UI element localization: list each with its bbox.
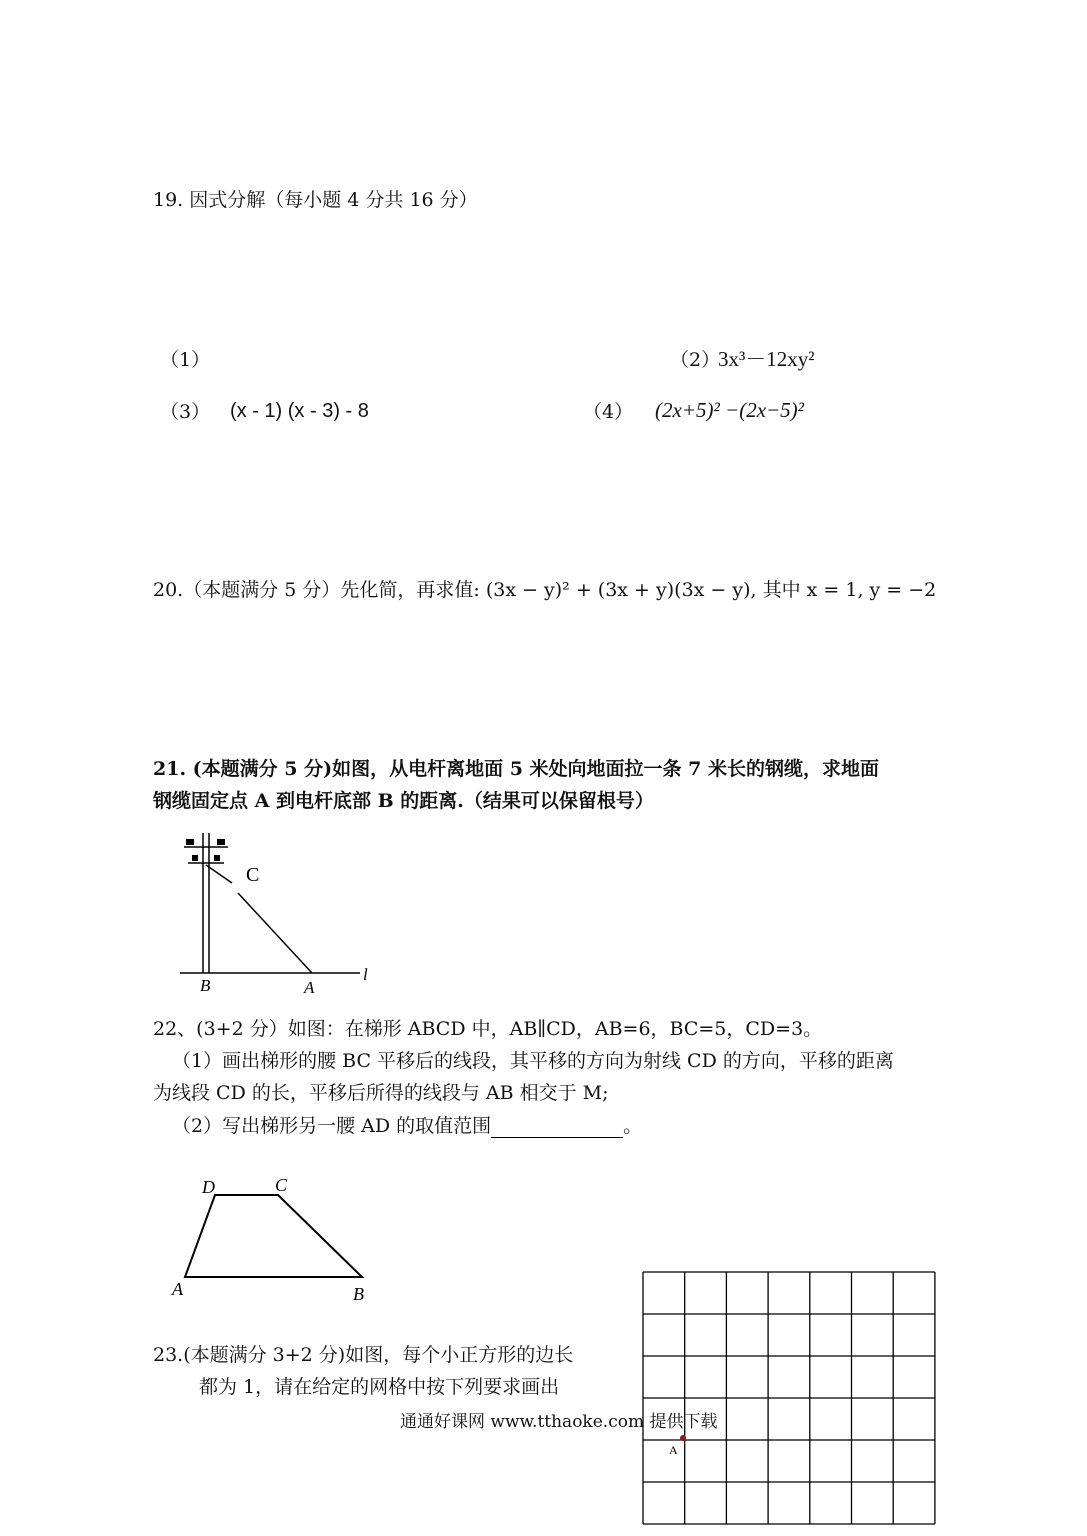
q23-line1: 23.(本题满分 3+2 分)如图，每个小正方形的边长 — [153, 1344, 574, 1366]
q21-line2: 钢缆固定点 A 到电杆底部 B 的距离.（结果可以保留根号） — [153, 790, 654, 812]
q22-trapezoid-figure — [165, 1170, 380, 1305]
q19-part4-expr: (2x+5)² −(2x−5)² — [655, 398, 804, 422]
label-a: A — [172, 1279, 183, 1299]
label-c: C — [275, 1175, 288, 1195]
label-d: D — [202, 1177, 215, 1197]
insulator — [192, 855, 198, 861]
label-a: A — [304, 978, 315, 997]
answer-blank[interactable] — [491, 1117, 623, 1138]
q21-line1: 21. (本题满分 5 分)如图，从电杆离地面 5 米处向地面拉一条 7 米长的钢缆，求地面 — [153, 758, 880, 780]
q22-part1-line1: （1）画出梯形的腰 BC 平移后的线段，其平移的方向为射线 CD 的方向，平移的距离 — [172, 1050, 894, 1072]
trapezoid-abcd — [185, 1195, 362, 1277]
q22-part2-text: （2）写出梯形另一腰 AD 的取值范围 — [172, 1115, 492, 1137]
insulator — [217, 839, 225, 845]
q19-part2-expr: 3x³－12xy² — [718, 347, 815, 371]
label-b: B — [353, 1284, 364, 1304]
q20-text: 20.（本题满分 5 分）先化简，再求值: (3x − y)² + (3x + y)(3x − y), 其中 x = 1, y = −2 — [153, 579, 937, 601]
cable-upper — [206, 865, 232, 883]
label-b: B — [200, 976, 211, 995]
q22-part1-line2: 为线段 CD 的长，平移后所得的线段与 AB 相交于 M; — [153, 1082, 609, 1104]
q19-part2-label: （2） — [670, 349, 721, 371]
q23-line2: 都为 1，请在给定的网格中按下列要求画出 — [199, 1376, 560, 1398]
q21-figure — [170, 825, 390, 1000]
q19-title: 19. 因式分解（每小题 4 分共 16 分） — [153, 189, 478, 211]
footer-text: 通通好课网 www.tthaoke.com 提供下载 — [400, 1412, 718, 1432]
q19-part1-label: （1） — [160, 349, 211, 371]
q23-grid — [640, 1268, 940, 1530]
cable — [238, 893, 312, 973]
insulator — [186, 839, 194, 845]
point-a-label: A — [669, 1443, 678, 1457]
q19-part3-label: （3） — [160, 401, 211, 423]
label-c: C — [246, 864, 260, 886]
q19-part3-expr: (x - 1) (x - 3) - 8 — [230, 400, 369, 422]
insulator — [214, 855, 220, 861]
q22-title: 22、(3+2 分）如图：在梯形 ABCD 中，AB∥CD，AB=6，BC=5，CD=3。 — [153, 1018, 823, 1040]
q22-part2-end: 。 — [623, 1115, 643, 1137]
label-l: l — [363, 965, 368, 984]
q19-part4-label: （4） — [583, 401, 634, 423]
point-a — [680, 1435, 686, 1441]
q22-part2 — [172, 1114, 642, 1138]
